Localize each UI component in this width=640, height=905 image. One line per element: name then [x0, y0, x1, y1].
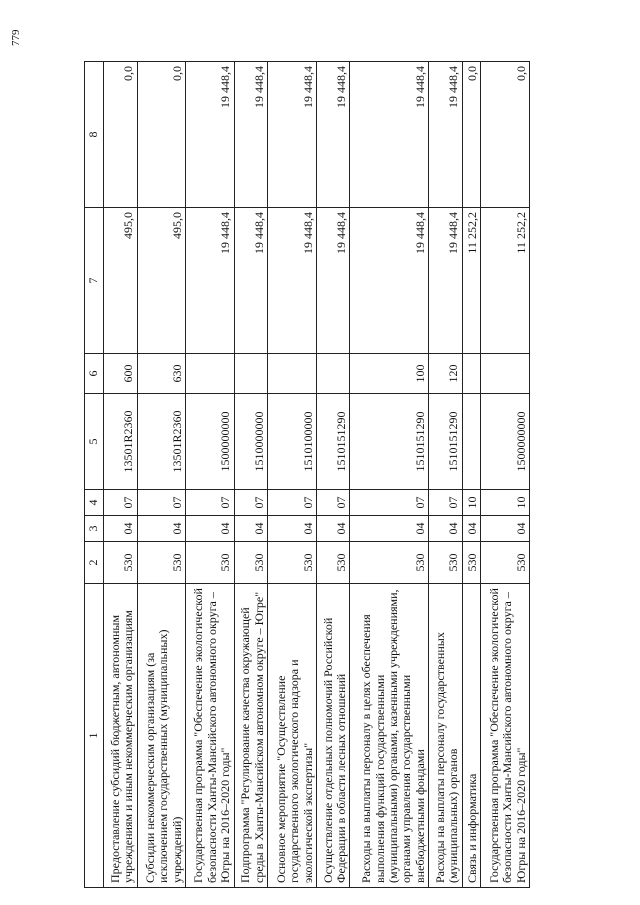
- cell-expense-type: [481, 354, 530, 394]
- cell-target-article: 1510000000: [234, 394, 268, 490]
- cell-target-article: [462, 394, 480, 490]
- cell-section: 04: [481, 516, 530, 542]
- header-col-2: 2: [85, 542, 104, 584]
- cell-expense-type: 630: [137, 354, 186, 394]
- cell-admin-code: 530: [350, 542, 429, 584]
- cell-amount-8: 0,0: [462, 62, 480, 208]
- cell-target-article: 1510151290: [429, 394, 463, 490]
- cell-expense-type: [268, 354, 317, 394]
- cell-amount-7: 19 448,4: [268, 208, 317, 354]
- cell-target-article: 1510151290: [350, 394, 429, 490]
- cell-target-article: 1510151290: [316, 394, 350, 490]
- cell-section: 04: [234, 516, 268, 542]
- cell-section: 04: [186, 516, 235, 542]
- cell-admin-code: 530: [104, 542, 138, 584]
- row-name: Государственная программа "Обеспечение экологической безопасности Ханты-Мансийского автономного округа – Югры на 2016–2020 годы": [481, 584, 530, 888]
- cell-amount-8: 0,0: [104, 62, 138, 208]
- cell-admin-code: 530: [234, 542, 268, 584]
- cell-section: 04: [462, 516, 480, 542]
- header-col-4: 4: [85, 490, 104, 516]
- row-name: Расходы на выплаты персоналу в целях обеспечения выполнения функций государственными (муниципальными) органами, казенными учреждениями, органами управления государственными внебюджетными фондами: [350, 584, 429, 888]
- cell-amount-7: 11 252,2: [481, 208, 530, 354]
- row-name: Подпрограмма "Регулирование качества окружающей среды в Ханты-Мансийском автономном округе – Югре": [234, 584, 268, 888]
- table-row: [429, 62, 463, 888]
- cell-admin-code: 530: [268, 542, 317, 584]
- header-col-6: 6: [85, 354, 104, 394]
- table-row: [104, 62, 138, 888]
- table-row: [350, 62, 429, 888]
- cell-amount-8: 0,0: [481, 62, 530, 208]
- cell-amount-7: 19 448,4: [316, 208, 350, 354]
- cell-target-article: 1500000000: [481, 394, 530, 490]
- cell-admin-code: 530: [137, 542, 186, 584]
- row-name: Государственная программа "Обеспечение экологической безопасности Ханты-Мансийского автономного округа – Югры на 2016–2020 годы": [186, 584, 235, 888]
- cell-amount-7: 19 448,4: [350, 208, 429, 354]
- cell-admin-code: 530: [481, 542, 530, 584]
- cell-admin-code: 530: [462, 542, 480, 584]
- header-col-1: 1: [85, 584, 104, 888]
- cell-subsection: 10: [462, 490, 480, 516]
- cell-amount-7: 495,0: [104, 208, 138, 354]
- cell-admin-code: 530: [316, 542, 350, 584]
- cell-section: 04: [268, 516, 317, 542]
- cell-expense-type: [186, 354, 235, 394]
- cell-section: 04: [350, 516, 429, 542]
- cell-subsection: 07: [316, 490, 350, 516]
- cell-subsection: 07: [234, 490, 268, 516]
- cell-target-article: 1510100000: [268, 394, 317, 490]
- header-col-7: 7: [85, 208, 104, 354]
- rotated-table-wrapper: [84, 62, 530, 888]
- cell-amount-8: 0,0: [137, 62, 186, 208]
- cell-admin-code: 530: [429, 542, 463, 584]
- cell-section: 04: [429, 516, 463, 542]
- cell-amount-7: 11 252,2: [462, 208, 480, 354]
- table-row: [316, 62, 350, 888]
- page-number: 779: [10, 29, 22, 46]
- cell-expense-type: [462, 354, 480, 394]
- header-col-5: 5: [85, 394, 104, 490]
- cell-target-article: 13501R2360: [137, 394, 186, 490]
- cell-amount-7: 19 448,4: [429, 208, 463, 354]
- cell-subsection: 07: [429, 490, 463, 516]
- header-row: [85, 62, 104, 888]
- row-name: Связь и информатика: [462, 584, 480, 888]
- table-row: [186, 62, 235, 888]
- cell-expense-type: [316, 354, 350, 394]
- cell-subsection: 07: [137, 490, 186, 516]
- row-name: Осуществление отдельных полномочий Российской Федерации в области лесных отношений: [316, 584, 350, 888]
- cell-target-article: 1500000000: [186, 394, 235, 490]
- cell-subsection: 07: [104, 490, 138, 516]
- cell-amount-7: 19 448,4: [234, 208, 268, 354]
- cell-section: 04: [137, 516, 186, 542]
- cell-amount-8: 19 448,4: [186, 62, 235, 208]
- cell-subsection: 07: [268, 490, 317, 516]
- cell-subsection: 07: [186, 490, 235, 516]
- cell-subsection: 10: [481, 490, 530, 516]
- table-row: [137, 62, 186, 888]
- cell-amount-8: 19 448,4: [316, 62, 350, 208]
- budget-table: [84, 61, 530, 888]
- cell-expense-type: 100: [350, 354, 429, 394]
- cell-expense-type: [234, 354, 268, 394]
- cell-amount-8: 19 448,4: [429, 62, 463, 208]
- cell-amount-7: 495,0: [137, 208, 186, 354]
- table-row: [234, 62, 268, 888]
- row-name: Предоставление субсидий бюджетным, автономным учреждениям и иным некоммерческим организациям: [104, 584, 138, 888]
- cell-target-article: 13501R2360: [104, 394, 138, 490]
- cell-amount-8: 19 448,4: [234, 62, 268, 208]
- table-row: [268, 62, 317, 888]
- table-row: [462, 62, 480, 888]
- table-row: [481, 62, 530, 888]
- header-col-3: 3: [85, 516, 104, 542]
- cell-amount-8: 19 448,4: [268, 62, 317, 208]
- header-col-8: 8: [85, 62, 104, 208]
- cell-section: 04: [104, 516, 138, 542]
- row-name: Основное мероприятие "Осуществление государственного экологического надзора и экологической экспертизы": [268, 584, 317, 888]
- row-name: Субсидии некоммерческим организациям (за исключением государственных (муниципальных) учреждений): [137, 584, 186, 888]
- cell-expense-type: 600: [104, 354, 138, 394]
- row-name: Расходы на выплаты персоналу государственных (муниципальных) органов: [429, 584, 463, 888]
- cell-expense-type: 120: [429, 354, 463, 394]
- cell-subsection: 07: [350, 490, 429, 516]
- cell-section: 04: [316, 516, 350, 542]
- cell-admin-code: 530: [186, 542, 235, 584]
- cell-amount-8: 19 448,4: [350, 62, 429, 208]
- cell-amount-7: 19 448,4: [186, 208, 235, 354]
